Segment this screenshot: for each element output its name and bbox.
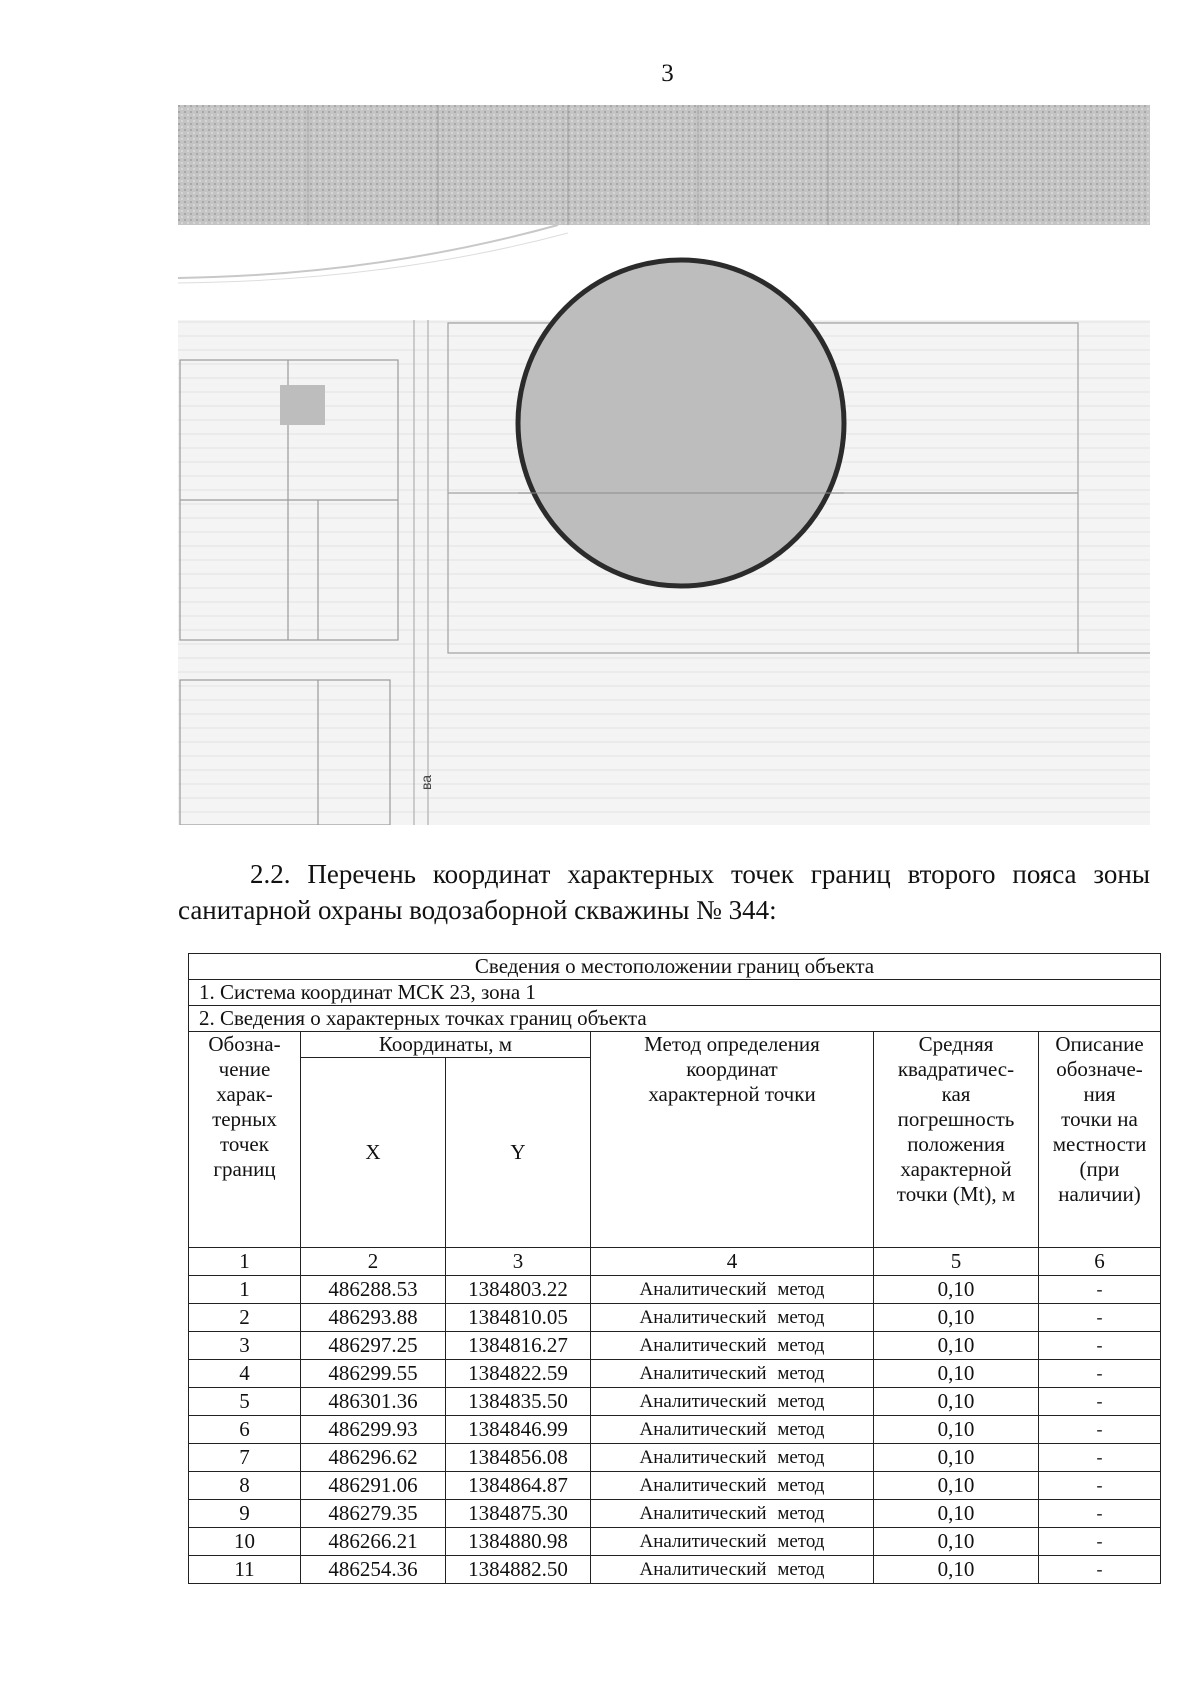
point-y: 1384803.22 [446, 1276, 591, 1304]
point-y: 1384882.50 [446, 1556, 591, 1584]
table-row [189, 1500, 1161, 1528]
point-error: 0,10 [874, 1416, 1039, 1444]
coordinates-table [188, 953, 1161, 1584]
point-number: 11 [189, 1556, 301, 1584]
column-number: 4 [591, 1248, 874, 1276]
heading-line-1: 2.2. Перечень координат характерных точек границ второго пояса зоны [250, 859, 1150, 889]
column-number: 1 [189, 1248, 301, 1276]
table-row [189, 1472, 1161, 1500]
point-method: Аналитический метод [591, 1304, 874, 1332]
point-description: - [1039, 1304, 1161, 1332]
points-title: 2. Сведения о характерных точках границ объекта [189, 1006, 1161, 1032]
point-method: Аналитический метод [591, 1556, 874, 1584]
point-method: Аналитический метод [591, 1444, 874, 1472]
point-description: - [1039, 1528, 1161, 1556]
point-y: 1384856.08 [446, 1444, 591, 1472]
point-y: 1384880.98 [446, 1528, 591, 1556]
point-y: 1384810.05 [446, 1304, 591, 1332]
table-row [189, 1276, 1161, 1304]
point-description: - [1039, 1500, 1161, 1528]
point-method: Аналитический метод [591, 1388, 874, 1416]
point-method: Аналитический метод [591, 1360, 874, 1388]
header-y: Y [446, 1058, 591, 1248]
point-method: Аналитический метод [591, 1500, 874, 1528]
point-x: 486301.36 [301, 1388, 446, 1416]
map-road-label: ва [418, 774, 434, 790]
table-row [189, 1332, 1161, 1360]
point-number: 4 [189, 1360, 301, 1388]
point-description: - [1039, 1360, 1161, 1388]
column-number: 3 [446, 1248, 591, 1276]
point-y: 1384864.87 [446, 1472, 591, 1500]
point-number: 1 [189, 1276, 301, 1304]
point-x: 486291.06 [301, 1472, 446, 1500]
point-number: 5 [189, 1388, 301, 1416]
table-row [189, 1304, 1161, 1332]
coordinate-system: 1. Система координат МСК 23, зона 1 [189, 980, 1161, 1006]
point-number: 8 [189, 1472, 301, 1500]
point-number: 3 [189, 1332, 301, 1360]
heading-line-2: санитарной охраны водозаборной скважины № 344: [178, 895, 777, 925]
table-row [189, 1416, 1161, 1444]
column-number: 2 [301, 1248, 446, 1276]
point-x: 486299.93 [301, 1416, 446, 1444]
point-description: - [1039, 1388, 1161, 1416]
point-y: 1384816.27 [446, 1332, 591, 1360]
sanitary-zone-circle [518, 260, 844, 586]
table-row [189, 1556, 1161, 1584]
section-heading [178, 856, 1150, 928]
header-description: Описание обозначе- ния точки на местности (при наличии) [1039, 1032, 1161, 1248]
point-method: Аналитический метод [591, 1332, 874, 1360]
point-error: 0,10 [874, 1444, 1039, 1472]
table-row [189, 1528, 1161, 1556]
point-y: 1384822.59 [446, 1360, 591, 1388]
point-error: 0,10 [874, 1528, 1039, 1556]
point-description: - [1039, 1416, 1161, 1444]
map-top-band [178, 105, 1150, 225]
table-title: Сведения о местоположении границ объекта [189, 954, 1161, 980]
point-x: 486288.53 [301, 1276, 446, 1304]
point-x: 486266.21 [301, 1528, 446, 1556]
point-error: 0,10 [874, 1332, 1039, 1360]
point-description: - [1039, 1444, 1161, 1472]
point-error: 0,10 [874, 1304, 1039, 1332]
header-coordinates: Координаты, м [301, 1032, 591, 1058]
column-number: 6 [1039, 1248, 1161, 1276]
table-row [189, 1444, 1161, 1472]
point-description: - [1039, 1556, 1161, 1584]
point-method: Аналитический метод [591, 1416, 874, 1444]
point-error: 0,10 [874, 1388, 1039, 1416]
point-method: Аналитический метод [591, 1472, 874, 1500]
table-row [189, 1388, 1161, 1416]
point-y: 1384875.30 [446, 1500, 591, 1528]
point-x: 486279.35 [301, 1500, 446, 1528]
point-description: - [1039, 1472, 1161, 1500]
point-y: 1384835.50 [446, 1388, 591, 1416]
point-number: 10 [189, 1528, 301, 1556]
page-number: 3 [661, 60, 674, 87]
point-x: 486297.25 [301, 1332, 446, 1360]
point-error: 0,10 [874, 1556, 1039, 1584]
point-number: 2 [189, 1304, 301, 1332]
header-designation: Обозна- чение харак- терных точек границ [189, 1032, 301, 1248]
table-row [189, 1360, 1161, 1388]
header-error: Средняя квадратичес- кая погрешность положения характерной точки (Mt), м [874, 1032, 1039, 1248]
point-error: 0,10 [874, 1360, 1039, 1388]
point-x: 486299.55 [301, 1360, 446, 1388]
building-block [280, 385, 325, 425]
point-number: 6 [189, 1416, 301, 1444]
header-method: Метод определения координат характерной точки [591, 1032, 874, 1248]
point-error: 0,10 [874, 1276, 1039, 1304]
point-error: 0,10 [874, 1500, 1039, 1528]
point-x: 486254.36 [301, 1556, 446, 1584]
header-x: X [301, 1058, 446, 1248]
point-y: 1384846.99 [446, 1416, 591, 1444]
map-drawing [178, 105, 1150, 825]
point-number: 7 [189, 1444, 301, 1472]
point-description: - [1039, 1332, 1161, 1360]
point-x: 486293.88 [301, 1304, 446, 1332]
point-number: 9 [189, 1500, 301, 1528]
column-number: 5 [874, 1248, 1039, 1276]
point-error: 0,10 [874, 1472, 1039, 1500]
point-method: Аналитический метод [591, 1528, 874, 1556]
point-x: 486296.62 [301, 1444, 446, 1472]
point-description: - [1039, 1276, 1161, 1304]
point-method: Аналитический метод [591, 1276, 874, 1304]
zone-map [178, 105, 1150, 825]
